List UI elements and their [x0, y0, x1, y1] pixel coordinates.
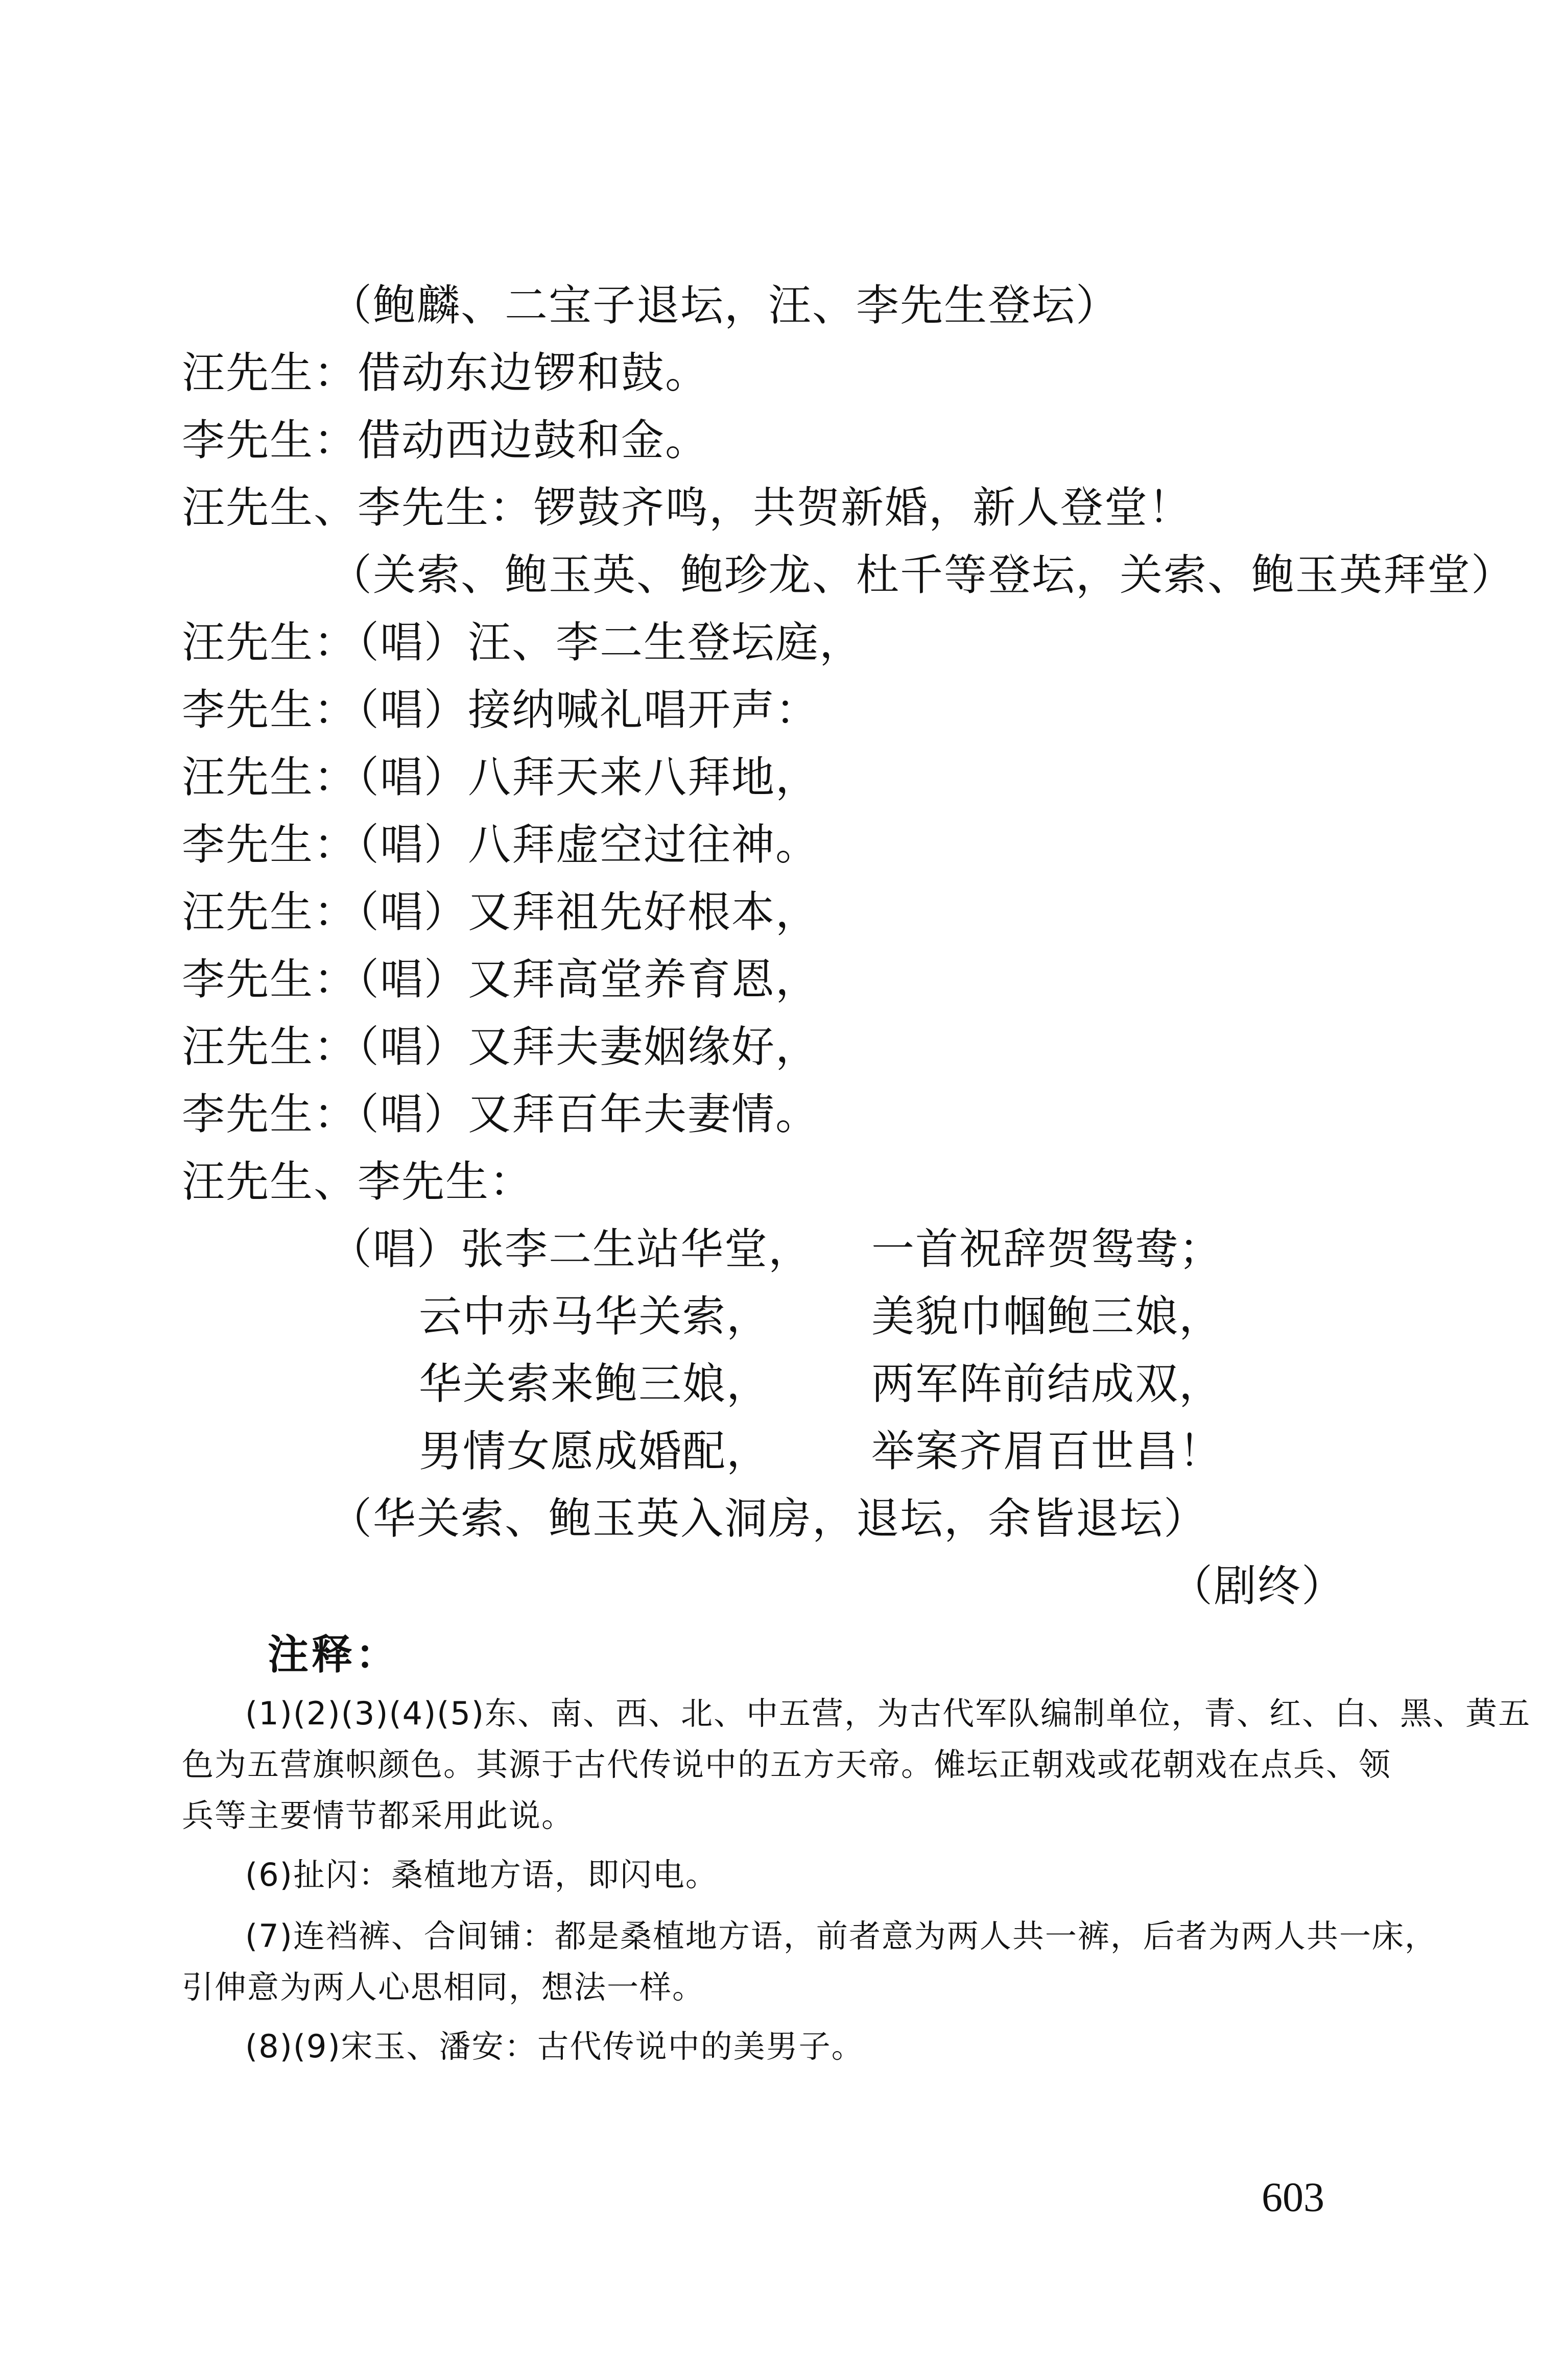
- stage-direction-2: （关索、鲍玉英、鲍珍龙、杜千等登坛，关索、鲍玉英拜堂）: [329, 550, 1515, 600]
- verse-left: 男情女愿成婚配，: [419, 1426, 771, 1476]
- dialogue-line: 汪先生：（唱）又拜夫妻姻缘好，: [182, 1022, 820, 1072]
- dialogue-line: 李先生：借动西边鼓和金。: [182, 415, 709, 465]
- ending-mark: （剧终）: [1170, 1561, 1346, 1611]
- stage-direction-1: （鲍麟、二宝子退坛，汪、李先生登坛）: [329, 280, 1120, 330]
- note-line: (6)扯闪：桑植地方语，即闪电。: [245, 1856, 718, 1893]
- dialogue-line: 李先生：（唱）接纳喊礼唱开声：: [182, 685, 820, 735]
- stage-direction-3: （华关索、鲍玉英入洞房，退坛，余皆退坛）: [329, 1494, 1208, 1544]
- dialogue-line: 汪先生：借动东边锣和鼓。: [182, 348, 709, 398]
- verse-left: 华关索来鲍三娘，: [419, 1359, 771, 1409]
- verse-right: 举案齐眉百世昌！: [871, 1426, 1223, 1476]
- dialogue-line: 李先生：（唱）八拜虚空过往神。: [182, 820, 820, 870]
- dialogue-line: 汪先生、李先生：锣鼓齐鸣，共贺新婚，新人登堂！: [182, 483, 1193, 533]
- note-line: 色为五营旗帜颜色。其源于古代传说中的五方天帝。傩坛正朝戏或花朝戏在点兵、领: [182, 1746, 1392, 1783]
- verse-right: 美貌巾帼鲍三娘，: [871, 1291, 1223, 1341]
- dialogue-line: 汪先生：（唱）八拜天来八拜地，: [182, 752, 820, 802]
- page-number: 603: [1262, 2174, 1324, 2220]
- dialogue-line: 李先生：（唱）又拜高堂养育恩，: [182, 954, 820, 1004]
- notes-heading: 注释：: [268, 1631, 399, 1678]
- note-line: (1)(2)(3)(4)(5)东、南、西、北、中五营，为古代军队编制单位，青、红、白、黑、黄五: [245, 1695, 1531, 1732]
- verse-right: 两军阵前结成双，: [871, 1359, 1223, 1409]
- note-line: 兵等主要情节都采用此说。: [182, 1797, 575, 1834]
- note-line: (7)连裆裤、合间铺：都是桑植地方语，前者意为两人共一裤，后者为两人共一床，: [245, 1917, 1437, 1955]
- dialogue-line: 汪先生：（唱）又拜祖先好根本，: [182, 887, 820, 937]
- dialogue-line: 李先生：（唱）又拜百年夫妻情。: [182, 1089, 820, 1139]
- verse-left: 云中赤马华关索，: [419, 1291, 771, 1341]
- verse-right: 一首祝辞贺鸳鸯；: [871, 1224, 1223, 1274]
- note-line: (8)(9)宋玉、潘安：古代传说中的美男子。: [245, 2028, 864, 2065]
- verse-left: （唱）张李二生站华堂，: [329, 1224, 813, 1274]
- note-line: 引伸意为两人心思相同，想法一样。: [182, 1968, 705, 2006]
- dialogue-line: 汪先生、李先生：: [182, 1157, 534, 1207]
- dialogue-line: 汪先生：（唱）汪、李二生登坛庭，: [182, 617, 864, 667]
